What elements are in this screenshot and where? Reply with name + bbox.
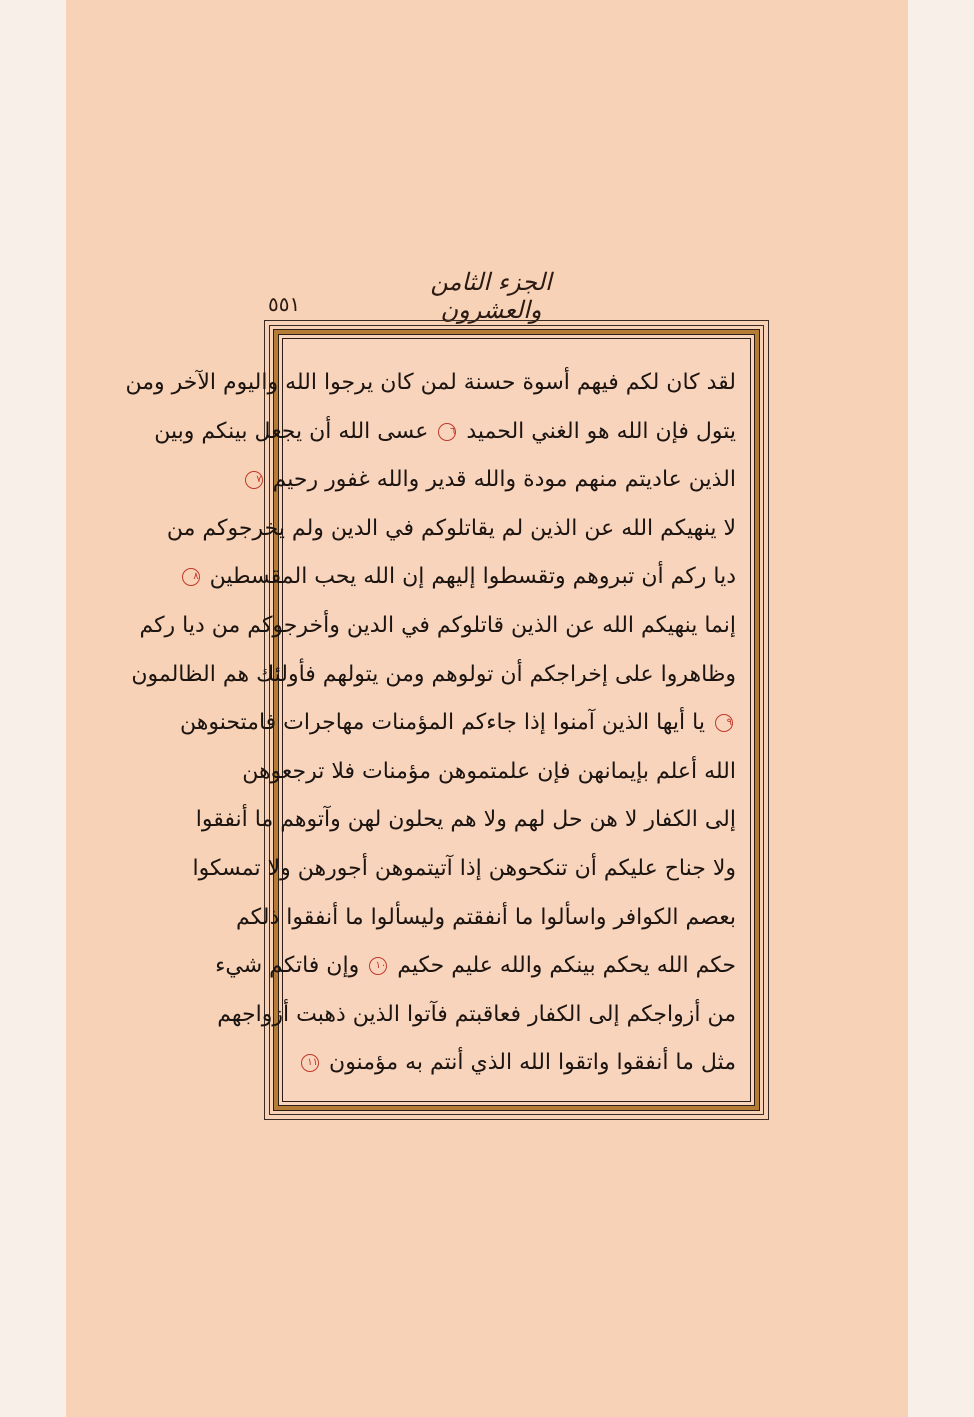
page-number: ٥٥١ [268, 292, 301, 316]
text-line-14: من أزواجكم إلى الكفار فعاقبتم فآتوا الذين ذهبت أزواجهم [217, 1001, 736, 1027]
right-margin [908, 0, 974, 1417]
verse-marker: ١١ [301, 1054, 319, 1072]
text-line-9: الله أعلم بإيمانهن فإن علمتموهن مؤمنات فلا ترجعوهن [242, 758, 736, 784]
verse-marker: ١٠ [369, 957, 387, 975]
text-line-2: يتول فإن الله هو الغني الحميد ٦ عسى الله أن يجعل بينكم وبين [154, 418, 736, 444]
text-line-11: ولا جناح عليكم أن تنكحوهن إذا آتيتموهن أجورهن ولا تمسكوا [192, 855, 736, 881]
text-frame [125, 320, 769, 1120]
text-line-3: الذين عاديتم منهم مودة والله قدير والله غفور رحيم ٧ [299, 456, 736, 505]
text-line-10: إلى الكفار لا هن حل لهم ولا هم يحلون لهن وآتوهم ما أنفقوا [195, 807, 736, 833]
text-line-1: لقد كان لكم فيهم أسوة حسنة لمن كان يرجوا الله واليوم الآخر ومن [125, 370, 736, 395]
verse-marker: ٦ [438, 423, 456, 441]
text-lines [125, 359, 736, 1088]
verse-marker: ٧ [245, 471, 263, 489]
text-line-6: إنما ينهيكم الله عن الذين قاتلوكم في الدين وأخرجوكم من ديا ركم [139, 612, 736, 638]
verse-marker: ٨ [182, 568, 200, 586]
text-line-15: مثل ما أنفقوا واتقوا الله الذي أنتم به مؤمنون ١١ [299, 1039, 736, 1088]
text-line-7: وظاهروا على إخراجكم أن تولوهم ومن يتولهم فأولئك هم الظالمون [131, 661, 736, 687]
text-line-12: بعصم الكوافر واسألوا ما أنفقتم وليسألوا ما أنفقوا ذلكم [235, 904, 736, 930]
verse-marker: ٩ [715, 714, 733, 732]
text-line-8: ٩ يا أيها الذين آمنوا إذا جاءكم المؤمنات مهاجرات فامتحنوهن [179, 710, 732, 736]
text-line-4: لا ينهيكم الله عن الذين لم يقاتلوكم في الدين ولم يخرجوكم من [166, 515, 736, 541]
text-line-5: ديا ركم أن تبروهم وتقسطوا إليهم إن الله يحب المقسطين ٨ [299, 553, 736, 602]
text-panel [125, 334, 755, 1106]
text-line-13: حكم الله يحكم بينكم والله عليم حكيم ١٠ وإن فاتكم شيء [215, 953, 736, 979]
left-margin [0, 0, 66, 1417]
juz-header: الجزء الثامن والعشرون [430, 268, 552, 324]
